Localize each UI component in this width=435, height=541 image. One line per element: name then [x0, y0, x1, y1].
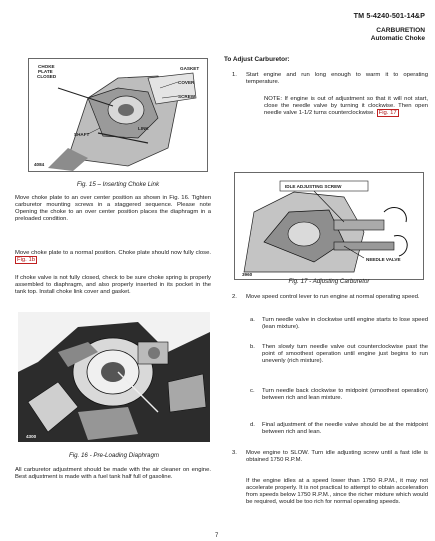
paragraph-1: Move choke plate to an over center position as shown in Fig. 16. Tighten carburetor mounting screws in a staggered sequence. Please note Opening the choke to an over center position places the diaphragm in a preloaded condition.	[15, 195, 211, 223]
tm-number: TM 5-4240-501-14&P	[353, 11, 425, 20]
note-text: NOTE: If engine is out of adjustment so that it will not start, close the needle valve by turning it clockwise. Then open needle valve 1-1/2 turns counterclockwise.	[264, 96, 428, 117]
fig17-reference: Fig. 17	[378, 110, 397, 117]
note	[264, 96, 428, 117]
sub-b-text: Then slowly turn needle valve out counterclockwise past the point of smoothest operation until engine just begins to run unevenly (rich mixture).	[262, 344, 428, 365]
fig16-illustration	[18, 312, 210, 442]
step-1-number: 1.	[232, 72, 237, 78]
fig17-caption: Fig. 17 - Adjusting Carburetor	[288, 278, 370, 285]
fig15-illustration	[28, 58, 208, 172]
final-paragraph: If the engine idles at a speed lower than 1750 R.P.M., it may not accelerate properly. It is not practical to attempt to obtain acceleration from speeds below 1750 R.P.M., since the richer mixture which would be required, would be too rich for normal operating speeds.	[246, 478, 428, 506]
label-gasket: GASKET	[180, 66, 200, 71]
page-number: 7	[215, 533, 219, 539]
label-choke-3: CLOSED	[37, 74, 57, 79]
section-heading	[371, 27, 425, 43]
step-3-text: Move engine to SLOW. Turn idle adjusting screw until a fast idle is obtained 1750 R.P.M.	[246, 450, 428, 464]
step-2-text: Move speed control lever to run engine at normal operating speed.	[246, 294, 420, 300]
fig15-code: 4084	[34, 162, 45, 167]
label-choke-2: PLATE	[38, 69, 53, 74]
label-shaft: SHAFT	[74, 132, 90, 137]
sub-c-letter: c.	[250, 388, 255, 394]
paragraph-3: If choke valve is not fully closed, check to be sure choke spring is properly assembled to diaphragm, and also properly inserted in its pocket in the tank top. Install choke link cover and gasket.	[15, 275, 211, 296]
label-idle-screw: IDLE ADJUSTING SCREW	[285, 184, 342, 189]
figure-16	[18, 312, 210, 442]
fig16-reference: Fig. 1b	[17, 257, 36, 264]
step-2-number: 2.	[232, 294, 237, 300]
figure-15	[28, 58, 208, 172]
sub-d-letter: d.	[250, 422, 255, 428]
sub-d-text: Final adjustment of the needle valve should be at the midpoint between rich and lean.	[262, 422, 428, 436]
paragraph-2	[15, 250, 211, 264]
sub-c-text: Turn needle back clockwise to midpoint (smoothest operation) between rich and lean mixture.	[262, 388, 428, 402]
label-link: LINK	[138, 126, 149, 131]
sub-a-text: Turn needle valve in clockwise until engine starts to lose speed (lean mixture).	[262, 317, 428, 331]
label-screw: SCREW	[178, 94, 196, 99]
subsection-title: Automatic Choke	[370, 35, 425, 42]
paragraph-4: All carburetor adjustment should be made with the air cleaner on engine. Best adjustment is made with a fuel tank half full of gasoline.	[15, 467, 211, 481]
paragraph-2-text: Move choke plate to a normal position. Choke plate should now fully close.	[15, 250, 211, 256]
adjust-heading: To Adjust Carburetor:	[224, 56, 290, 63]
sub-a-letter: a.	[250, 317, 255, 323]
figure-17	[234, 172, 424, 280]
sub-b-letter: b.	[250, 344, 255, 350]
label-cover: COVER	[178, 80, 195, 85]
label-needle-valve: NEEDLE VALVE	[366, 257, 401, 262]
fig17-illustration	[234, 172, 424, 280]
fig17-code: 3960	[242, 272, 253, 277]
step-3-number: 3.	[232, 450, 237, 456]
label-choke-1: CHOKE	[38, 64, 55, 69]
fig16-code: 4300	[26, 434, 37, 439]
fig16-caption: Fig. 16 - Pre-Loading Diaphragm	[68, 452, 160, 459]
step-1-text: Start engine and run long enough to warm it to operating temperature.	[246, 72, 428, 86]
fig15-caption: Fig. 15 – Inserting Choke Link	[76, 181, 160, 188]
section-title: CARBURETION	[376, 27, 425, 34]
